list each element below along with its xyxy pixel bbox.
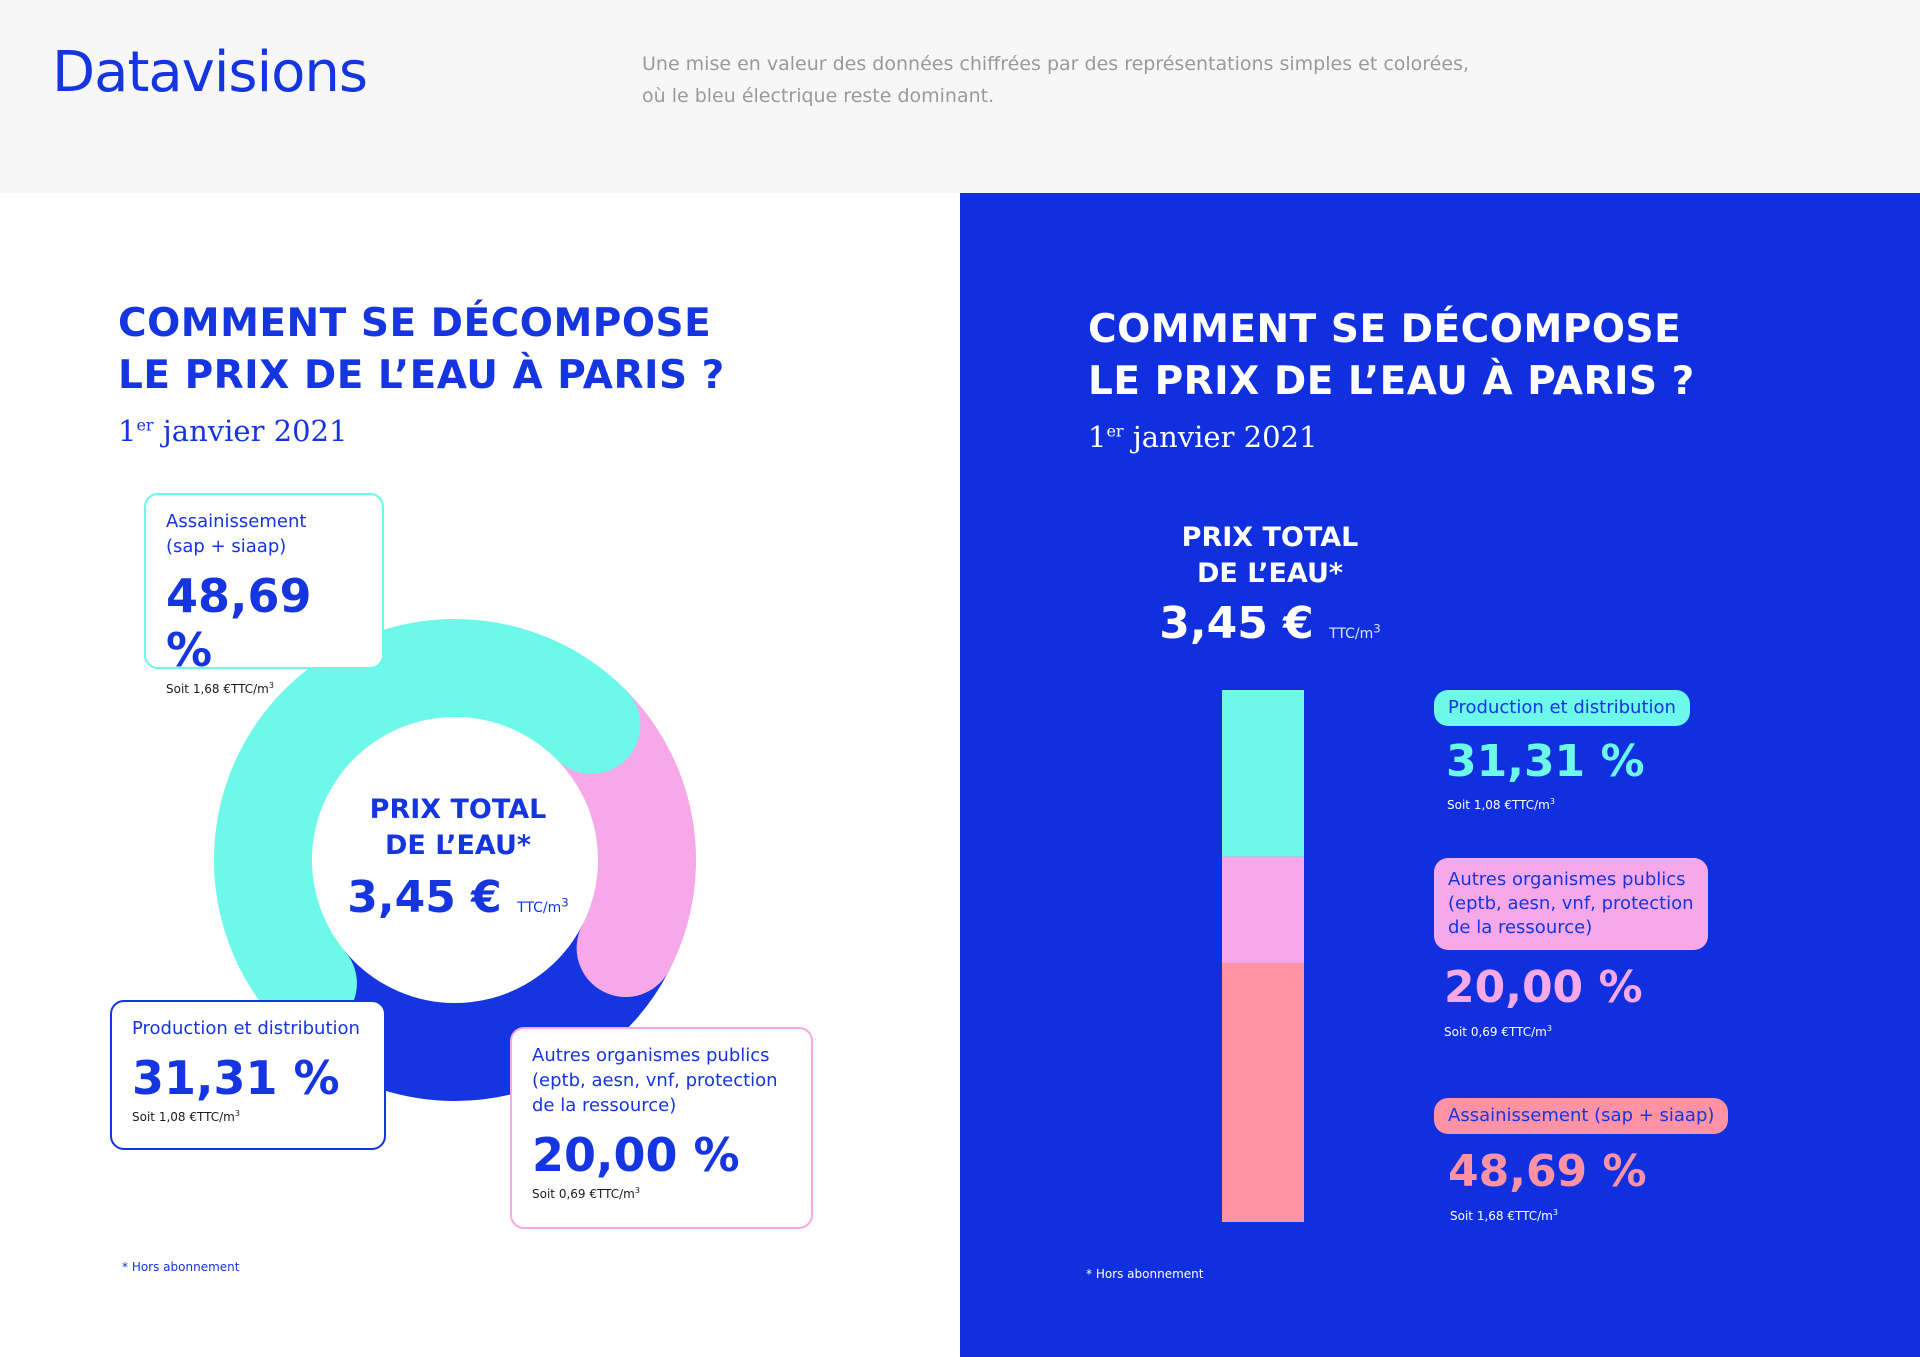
sub-text: Soit 0,69 €TTC/m [532,1187,635,1201]
label-line-1: Production et distribution [132,1018,360,1039]
left-chart-date [118,414,347,448]
total-unit-text: TTC/m [517,900,562,916]
sub-text: Soit 1,68 €TTC/m [1450,1209,1553,1223]
pct-autres-organismes: 20,00 % [1444,962,1643,1013]
donut-center-total [318,792,598,923]
card-percent: 31,31 % [132,1051,340,1105]
intro-line-2: où le bleu électrique reste dominant. [642,85,995,107]
stacked-bar [1222,690,1304,1222]
sub-text: Soit 1,68 €TTC/m [166,682,269,696]
date-rest: janvier 2021 [1123,420,1318,454]
donut-total-value [318,872,598,923]
sub-text: Soit 0,69 €TTC/m [1444,1025,1547,1039]
pill-label-line-1: Autres organismes publics [1448,869,1686,890]
pill-label: Assainissement (sap + siaap) [1448,1105,1715,1126]
pct-assainissement: 48,69 % [1448,1146,1647,1197]
pct-production: 31,31 % [1446,736,1645,787]
pill-label-line-2: (eptb, aesn, vnf, protection [1448,893,1694,914]
sub-assainissement: Soit 1,68 $€TTC/m^3$ [1450,1208,1558,1223]
pill-label-line-3: de la ressource) [1448,917,1593,938]
pill-autres-organismes [1434,858,1708,950]
stack-total-label [1150,520,1390,592]
sub-autres-organismes: Soit 0,69 $€TTC/m^3$ [1444,1024,1552,1039]
date-day: 1 [1088,420,1107,454]
card-label [132,1016,364,1041]
left-footnote: * Hors abonnement [122,1260,240,1274]
label-line-3: de la ressource) [532,1095,677,1116]
sub-text: Soit 1,08 €TTC/m [132,1110,235,1124]
stack-total [1150,520,1390,649]
total-label-line-1: PRIX TOTAL [1181,522,1359,553]
stack-segment [1222,690,1304,857]
label-line-1: Assainissement [166,511,307,532]
card-production [110,1000,386,1150]
right-title-line-2: LE PRIX DE L’EAU À PARIS ? [1088,359,1695,404]
label-line-2: (sap + siaap) [166,536,287,557]
total-value: 3,45 € [1159,598,1314,649]
date-day: 1 [118,414,137,448]
total-unit-text: TTC/m [1329,626,1374,642]
sub-production: Soit 1,08 $€TTC/m^3$ [1447,797,1555,812]
left-title-line-2: LE PRIX DE L’EAU À PARIS ? [118,353,725,398]
right-chart-date [1088,420,1317,454]
card-assainissement [144,493,384,696]
stack-total-value [1150,598,1390,649]
donut-total-label [318,792,598,864]
right-title-line-1: COMMENT SE DÉCOMPOSE [1088,307,1682,352]
label-line-2: (eptb, aesn, vnf, protection [532,1070,778,1091]
card-label [532,1043,791,1118]
pill-assainissement [1434,1098,1728,1134]
stack-segment [1222,963,1304,1222]
page-title: Datavisions [52,40,368,105]
right-footnote: * Hors abonnement [1086,1267,1204,1281]
intro-text [642,48,1502,112]
total-value: 3,45 € [347,872,502,923]
card-percent: 48,69 % [166,569,312,677]
right-chart-title [1088,304,1695,408]
date-sup: er [1106,421,1124,441]
card-label [166,509,362,559]
total-unit: TTC/$m^3$ [517,895,569,916]
stack-segment [1222,857,1304,963]
card-sub: Soit 1,68 $€TTC/m^3$ [166,681,274,696]
total-label-line-2: DE L’EAU* [384,830,532,861]
pill-production [1434,690,1690,726]
left-title-line-1: COMMENT SE DÉCOMPOSE [118,301,712,346]
left-chart-title [118,298,725,402]
sub-text: Soit 1,08 €TTC/m [1447,798,1550,812]
pill-label: Production et distribution [1448,697,1676,718]
card-sub: Soit 1,08 $€TTC/m^3$ [132,1109,240,1124]
label-line-1: Autres organismes publics [532,1045,770,1066]
card-percent: 20,00 % [532,1128,740,1182]
date-sup: er [136,415,154,435]
card-autres-organismes [510,1027,813,1229]
total-unit: TTC/$m^3$ [1329,621,1381,642]
total-label-line-1: PRIX TOTAL [369,794,547,825]
date-rest: janvier 2021 [153,414,348,448]
total-label-line-2: DE L’EAU* [1196,558,1344,589]
intro-line-1: Une mise en valeur des données chiffrées par des représentations simples et colorées, [642,53,1470,75]
card-sub: Soit 0,69 $€TTC/m^3$ [532,1186,640,1201]
